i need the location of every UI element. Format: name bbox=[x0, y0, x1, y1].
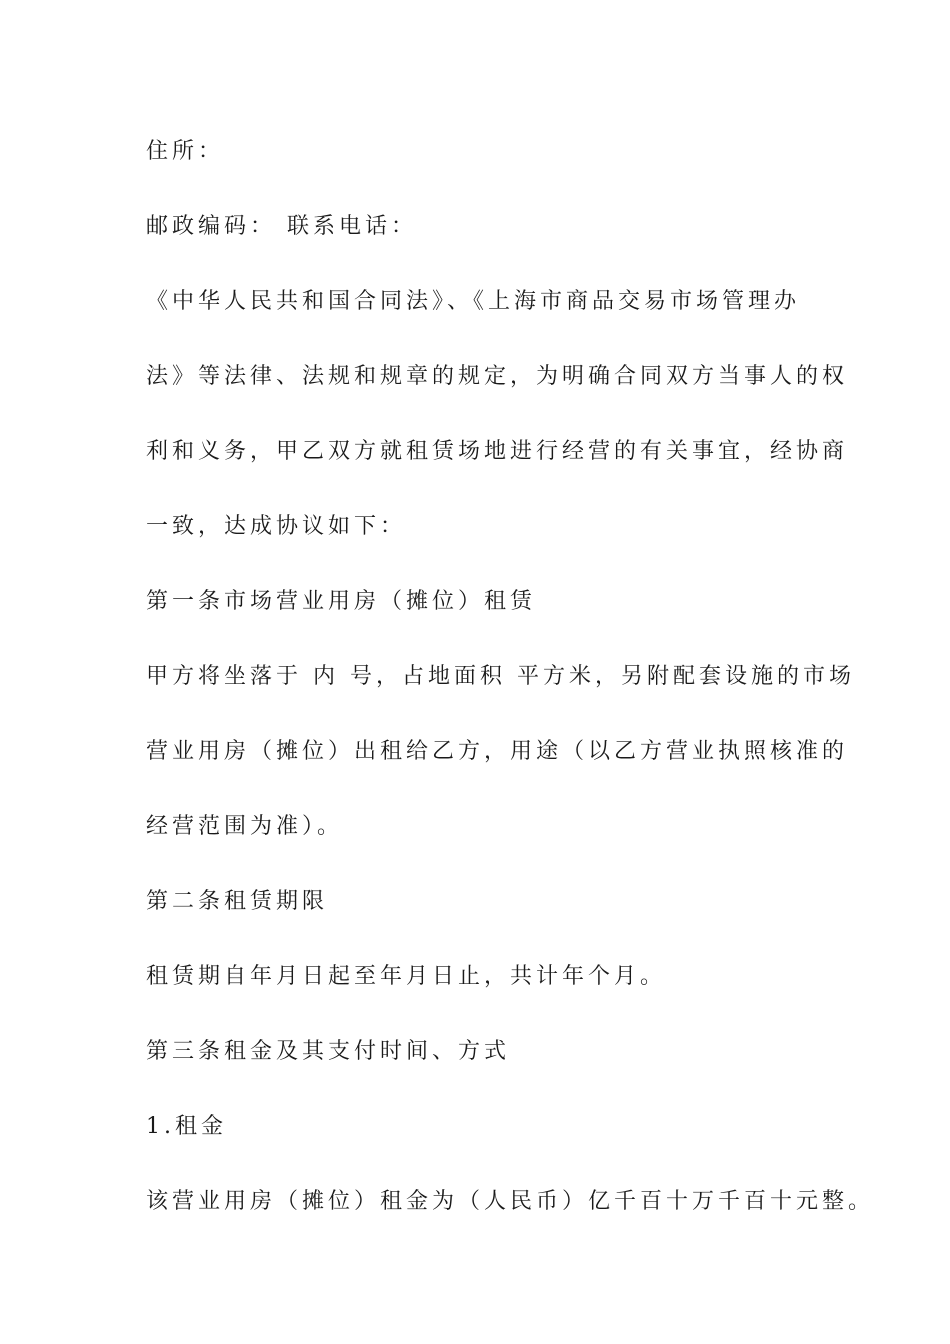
subsection-heading: 1.租金 bbox=[146, 1114, 227, 1139]
paragraph-line: 租赁期自年月日起至年月日止，共计年个月。 bbox=[146, 964, 667, 989]
paragraph-line: 营业用房（摊位）出租给乙方，用途（以乙方营业执照核准的 bbox=[146, 739, 849, 764]
paragraph-line: 甲方将坐落于 内 号，占地面积 平方米，另附配套设施的市场 bbox=[146, 664, 855, 689]
paragraph-line: 利和义务，甲乙双方就租赁场地进行经营的有关事宜，经协商 bbox=[146, 439, 849, 464]
paragraph-line: 一致，达成协议如下： bbox=[146, 514, 407, 539]
postal-phone-label: 邮政编码： 联系电话： bbox=[146, 214, 417, 239]
article-heading: 第三条租金及其支付时间、方式 bbox=[146, 1039, 511, 1064]
address-label: 住所： bbox=[146, 139, 225, 164]
paragraph-line: 该营业用房（摊位）租金为（人民币）亿千百十万千百十元整。 bbox=[146, 1189, 875, 1214]
paragraph-line: 《中华人民共和国合同法》、《上海市商品交易市场管理办 bbox=[146, 289, 801, 314]
article-heading: 第二条租赁期限 bbox=[146, 889, 329, 914]
paragraph-line: 经营范围为准）。 bbox=[146, 814, 344, 839]
article-heading: 第一条市场营业用房（摊位）租赁 bbox=[146, 589, 537, 614]
paragraph-line: 法》等法律、法规和规章的规定，为明确合同双方当事人的权 bbox=[146, 364, 849, 389]
